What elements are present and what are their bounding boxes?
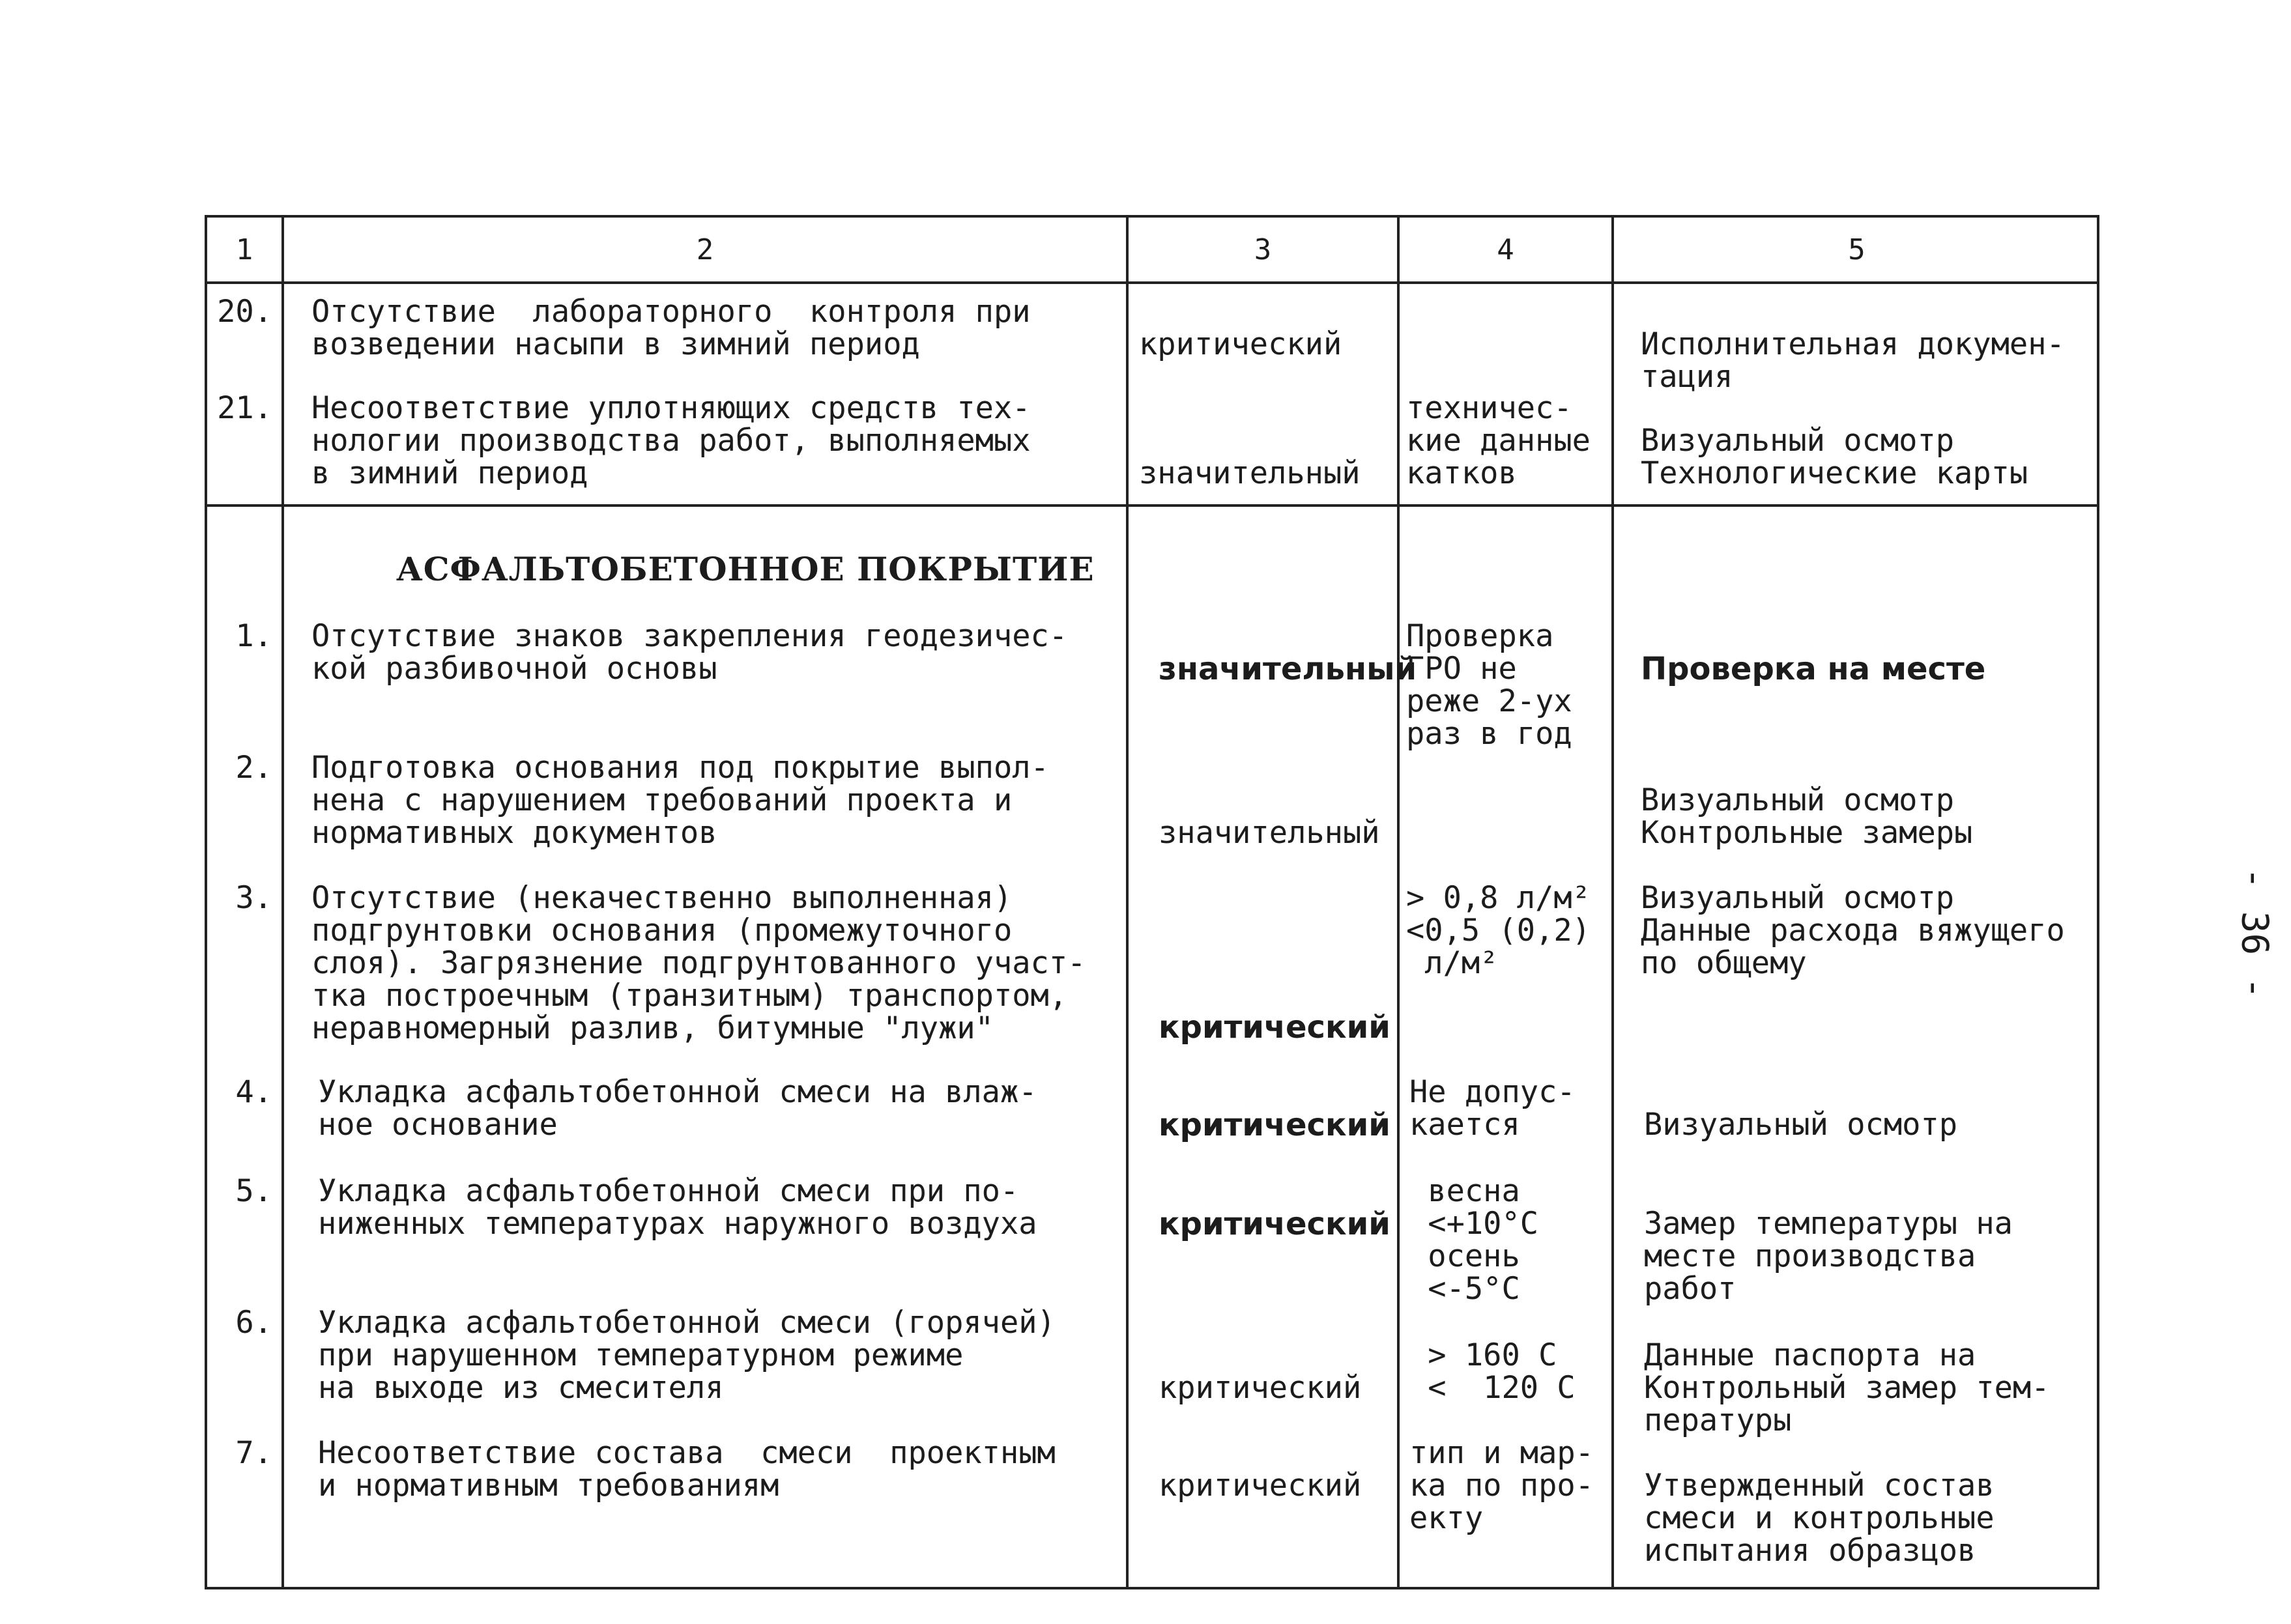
- page-number: - 36 -: [2233, 867, 2276, 999]
- row-level: критический: [1159, 1468, 1362, 1503]
- row-description: Подготовка основания под покрытие выпол- нена с нарушением требований проекта и нормативных документов: [311, 750, 1049, 851]
- row-number: 7.: [235, 1435, 272, 1471]
- row-spec: Не допус- кается: [1409, 1074, 1576, 1143]
- row-method: Визуальный осмотр Данные расхода вяжущего по общему: [1641, 880, 2065, 981]
- header-col-2: 2: [696, 233, 714, 266]
- row-spec: Проверка ГРО не реже 2-ух раз в год: [1406, 618, 1572, 752]
- row-method: Исполнительная докумен- тация: [1641, 326, 2065, 395]
- row-method: Проверка на месте: [1641, 651, 1986, 687]
- row-spec: весна <+10°С осень <-5°С: [1428, 1173, 1539, 1307]
- row-description: Несоответствие уплотняющих средств тех- нологии производства работ, выполняемых в зимний период: [311, 390, 1031, 491]
- row-method: Замер температуры на месте производства работ: [1644, 1206, 2013, 1307]
- row-number: 6.: [235, 1305, 272, 1341]
- row-method: Утвержденный состав смеси и контрольные испытания образцов: [1644, 1468, 1995, 1569]
- row-level: критический: [1159, 1206, 1390, 1242]
- row-level: критический: [1159, 1107, 1390, 1143]
- header-divider: [207, 281, 2097, 284]
- col-divider: [1611, 218, 1614, 1587]
- row-spec: техничес- кие данные катков: [1406, 390, 1591, 491]
- header-col-1: 1: [235, 233, 253, 266]
- row-description: Укладка асфальтобетонной смеси при по- ниженных температурах наружного воздуха: [318, 1173, 1037, 1242]
- row-number: 4.: [235, 1074, 272, 1110]
- row-level: критический: [1139, 326, 1342, 362]
- row-number: 3.: [235, 880, 272, 916]
- row-level: значительный: [1139, 455, 1361, 491]
- row-description: Отсутствие (некачественно выполненная) подгрунтовки основания (промежуточного слоя). Загрязнение подгрунтованного участ- тка построечным (транзитным) транспортом, неравномерный разлив, битумные "лужи": [311, 880, 1086, 1046]
- row-number: 1.: [235, 618, 272, 654]
- header-col-4: 4: [1497, 233, 1514, 266]
- defects-table: [205, 215, 2099, 1589]
- row-method: Визуальный осмотр Технологические карты: [1641, 423, 2028, 491]
- col-divider: [1397, 218, 1400, 1587]
- row-number: 21.: [217, 390, 272, 426]
- header-col-3: 3: [1254, 233, 1272, 266]
- header-col-5: 5: [1848, 233, 1866, 266]
- row-spec: тип и мар- ка по про- екту: [1409, 1435, 1594, 1536]
- row-number: 2.: [235, 750, 272, 786]
- section-title: АСФАЛЬТОБЕТОННОЕ ПОКРЫТИЕ: [396, 550, 1095, 588]
- row-method: Данные паспорта на Контрольный замер тем- пературы: [1644, 1337, 2050, 1438]
- row-description: Укладка асфальтобетонной смеси (горячей) при нарушенном температурном режиме на выходе из смесителя: [318, 1305, 1056, 1406]
- row-description: Несоответствие состава смеси проектным и нормативным требованиям: [318, 1435, 1056, 1503]
- row-level: значительный: [1159, 815, 1380, 851]
- col-divider: [281, 218, 284, 1587]
- row-level: критический: [1159, 1370, 1362, 1406]
- section-divider: [207, 504, 2097, 507]
- row-number: 5.: [235, 1173, 272, 1209]
- row-spec: > 0,8 л/м² <0,5 (0,2) л/м²: [1406, 880, 1591, 981]
- row-spec: > 160 С < 120 С: [1428, 1337, 1576, 1406]
- row-description: Отсутствие лабораторного контроля при возведении насыпи в зимний период: [311, 294, 1031, 362]
- row-level: критический: [1159, 1009, 1390, 1046]
- row-level: значительный: [1159, 651, 1417, 687]
- row-number: 20.: [217, 294, 272, 330]
- row-method: Визуальный осмотр Контрольные замеры: [1641, 782, 1973, 851]
- row-description: Укладка асфальтобетонной смеси на влаж- ное основание: [318, 1074, 1037, 1143]
- row-description: Отсутствие знаков закрепления геодезичес- кой разбивочной основы: [311, 618, 1068, 687]
- row-method: Визуальный осмотр: [1644, 1107, 1958, 1143]
- col-divider: [1126, 218, 1129, 1587]
